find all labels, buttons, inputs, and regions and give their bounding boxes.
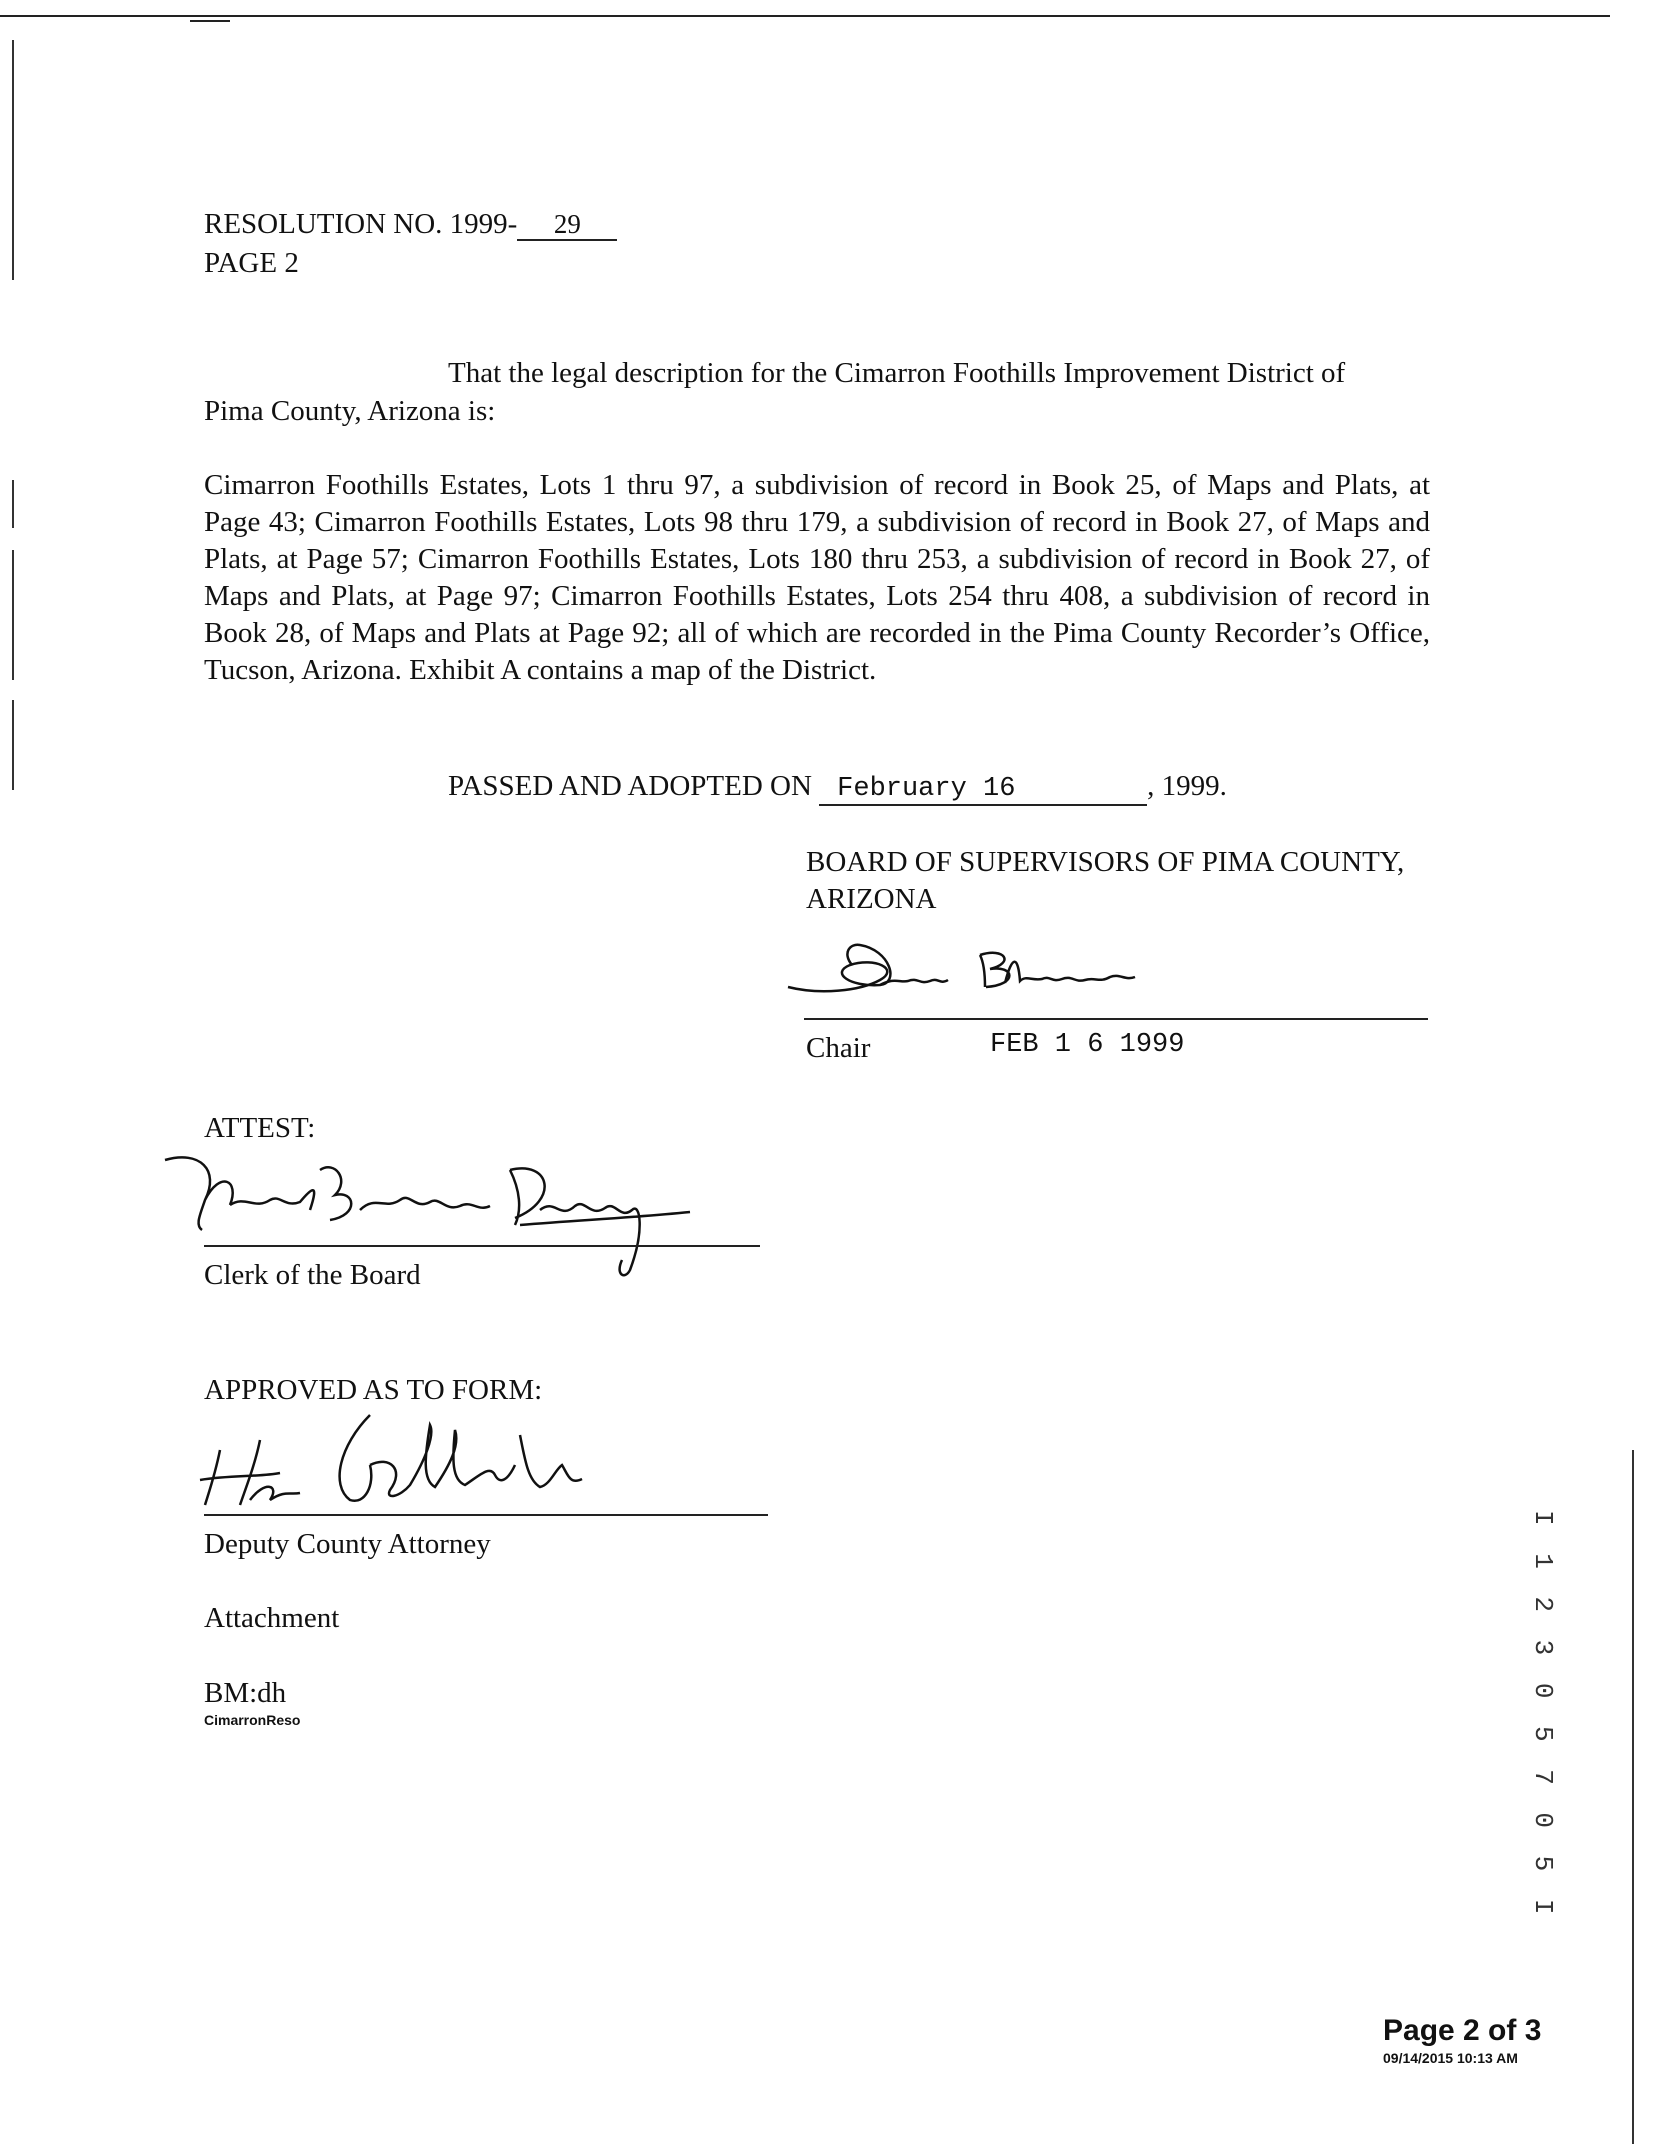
intro-line-2: Pima County, Arizona is: (204, 395, 496, 427)
scan-right-edge (1632, 1450, 1634, 2144)
scan-left-edge (12, 40, 14, 280)
chair-signature (780, 925, 1180, 1005)
print-timestamp: 09/14/2015 10:13 AM (1383, 2050, 1518, 2066)
date-stamp: FEB 1 6 1999 (990, 1030, 1185, 1060)
legal-description: Cimarron Foothills Estates, Lots 1 thru 97, a subdivision of record in Book 25, of Maps and Plats, at Page 43; Cimarron Foothills Estates, Lots 98 thru 179, a subdivision of record in Book 27, of Maps and Plats, at Page 57; Cimarron Foothills Estates, Lots 180 thru 253, a subdivision of record in Book 27, of Maps and Plats, at Page 97; Cimarron Foothills Estates, Lots 254 thru 408, a subdivision of record in Book 28, of Maps and Plats at Page 92; all of which are recorded in the Pima County Recorder’s Office, Tucson, Arizona. Exhibit A contains a map of the District. (204, 469, 1430, 686)
attorney-title: Deputy County Attorney (204, 1528, 491, 1560)
scan-left-mark (12, 700, 14, 790)
adoption-date: February 16 (819, 774, 1147, 806)
clerk-title: Clerk of the Board (204, 1259, 421, 1291)
file-reference: CimarronReso (204, 1712, 301, 1728)
resolution-number: 29 (517, 209, 617, 241)
resolution-label: RESOLUTION NO. 1999- (204, 208, 518, 240)
board-line-1: BOARD OF SUPERVISORS OF PIMA COUNTY, (806, 846, 1405, 878)
initials: BM:dh (204, 1677, 287, 1709)
clerk-signature-line (204, 1245, 760, 1247)
scan-top-line (0, 15, 1610, 17)
attorney-signature-line (204, 1514, 768, 1516)
approved-label: APPROVED AS TO FORM: (204, 1374, 543, 1406)
adoption-label: PASSED AND ADOPTED ON (448, 770, 812, 802)
chair-label: Chair (806, 1032, 871, 1064)
resolution-header (204, 206, 617, 243)
scan-left-mark (12, 480, 14, 528)
intro-line-1: That the legal description for the Cimarron Foothills Improvement District of (448, 357, 1346, 389)
page-counter: Page 2 of 3 (1383, 2014, 1542, 2047)
scan-left-mark (12, 550, 14, 680)
attachment-label: Attachment (204, 1602, 340, 1634)
scan-top-dash (190, 20, 230, 22)
board-line-2: ARIZONA (806, 883, 937, 915)
page-label: PAGE 2 (204, 247, 299, 279)
adoption-year: , 1999. (1147, 770, 1227, 802)
chair-signature-line (804, 1018, 1428, 1020)
adoption-line (448, 768, 1227, 806)
attest-label: ATTEST: (204, 1112, 316, 1144)
attorney-signature (190, 1405, 630, 1515)
recording-code: Ι 1 2 3 0 5 7 0 5 Ι (1528, 1510, 1558, 1921)
